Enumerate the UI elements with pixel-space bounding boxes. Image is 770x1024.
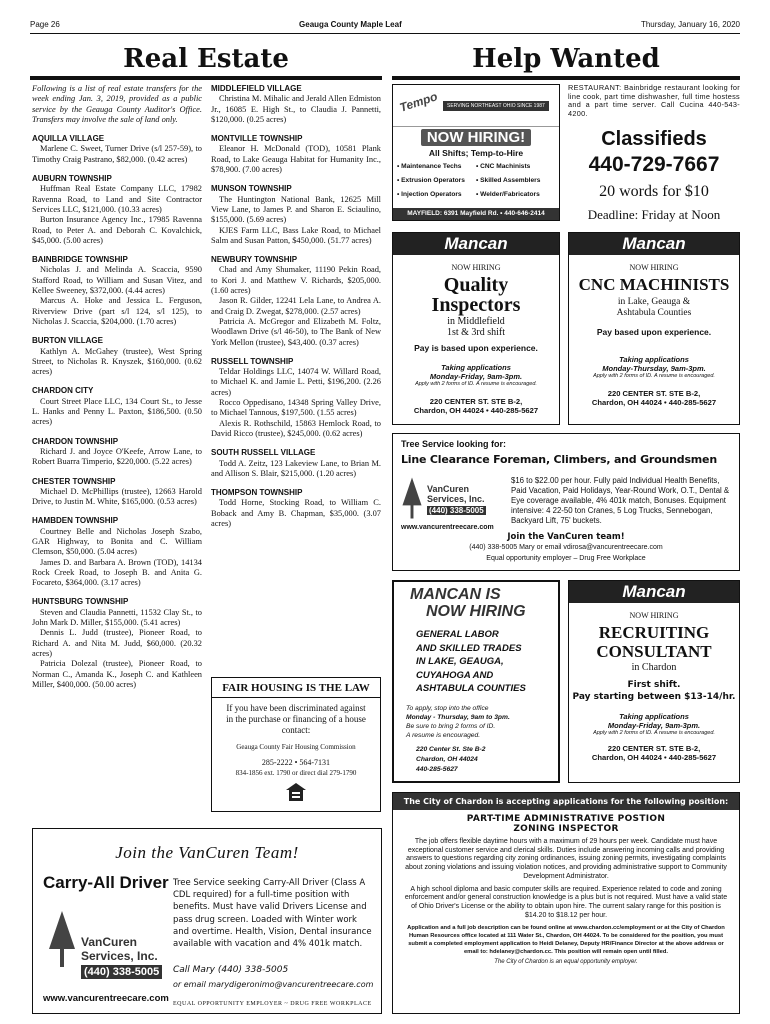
mancan-general-ad bbox=[392, 580, 560, 783]
mancan-general-line: GENERAL LABOR bbox=[416, 629, 499, 640]
mancan-location: in Chardon bbox=[631, 662, 677, 673]
township-heading-aquilla-village: AQUILLA VILLAGE bbox=[32, 134, 105, 144]
transfer-entry: Kathlyn A. McGahey (trustee), West Spring Street, to Nicholas R. Knyszek, $160,000. (0.62 acres) bbox=[32, 346, 202, 377]
tempo-job-item: • Extrusion Operators bbox=[397, 177, 465, 184]
mancan-days: Monday-Friday, 9am-3pm. bbox=[607, 721, 701, 730]
carry-all-body: Tree Service seeking Carry-All Driver (Class A CDL required) for a full-time position with benefits. Must have valid Drivers License and pass drug screen. Loaded with Winter work and overtime. Health, Vision, Dental insurance available with vacation and 4% 401k match. bbox=[173, 878, 372, 950]
transfer-entry: The Huntington National Bank, 12625 Mill View Lane, to James P. and Sharon E. Sciaulino, $155,000. (5.69 acres) bbox=[211, 194, 381, 225]
tempo-ad bbox=[392, 84, 560, 221]
township-heading-montville-township: MONTVILLE TOWNSHIP bbox=[211, 134, 303, 144]
transfer-entry: Marcus A. Hoke and Jessica L. Ferguson, Riverview Drive (part s/l 124, s/l 125), to Nicholas J. Scaccia, $204,000. (1.70 acres) bbox=[32, 296, 202, 326]
fair-housing-box bbox=[211, 677, 381, 812]
mancan-location: in Middlefield bbox=[447, 316, 505, 327]
mancan-general-line: ASHTABULA COUNTIES bbox=[416, 683, 526, 694]
vancuren-brand-2: Services, Inc. bbox=[81, 949, 158, 963]
mancan-taking: Taking applications bbox=[619, 712, 689, 721]
helpwanted-title: Help Wanted bbox=[472, 44, 660, 74]
mancan-logo: Mancan bbox=[569, 581, 739, 603]
issue-date: Thursday, January 16, 2020 bbox=[640, 20, 740, 29]
realestate-title: Real Estate bbox=[123, 44, 289, 74]
transfer-entry: Nicholas J. and Melinda A. Scaccia, 9590 Stafford Road, to William and Susan Vitez, and Kellee Sweeney, $372,000. (4.44 acres) bbox=[32, 265, 202, 296]
vancuren-url[interactable]: www.vancurentreecare.com bbox=[43, 993, 169, 1004]
transfer-entry: Rocco Oppedisano, 14348 Spring Valley Drive, to Michael Tannous, $197,500. (1.55 acres) bbox=[211, 398, 381, 418]
transfer-entry: Dennis L. Judd (trustee), Pioneer Road, to Richard A. and Nita M. Judd, $60,000. (20.32 acres) bbox=[32, 628, 202, 658]
transfer-entry: Court Street Place LLC, 134 Court St., to Jesse L. Hanks and Penny L. Paxton, $186,500. (0.50 acres) bbox=[32, 396, 202, 427]
transfer-entry: Patricia A. McGregor and Elizabeth M. Foltz, Woodlawn Drive (s/l 46-50), to The Bank of New York Mellon (trustee), $43,400. (0.37 acres) bbox=[211, 316, 381, 347]
tempo-footer: MAYFIELD: 6391 Mayfield Rd. • 440-646-2414 bbox=[393, 208, 559, 220]
chardon-subtitle: ZONING INSPECTOR bbox=[513, 824, 619, 834]
transfer-entry: KJES Farm LLC, Bass Lake Road, to Michael Salm and Susan Patton, $450,000. (51.77 acres) bbox=[211, 225, 381, 245]
vancuren-logo-phone: (440) 338-5005 bbox=[81, 965, 162, 979]
mancan-now-hiring: NOW HIRING bbox=[451, 263, 501, 272]
township-heading-huntsburg-township: HUNTSBURG TOWNSHIP bbox=[32, 597, 129, 607]
mancan-shift: 1st & 3rd shift bbox=[446, 327, 506, 338]
mancan-quality-ad bbox=[392, 232, 560, 425]
mancan-city-phone: Chardon, OH 44024 • 440-285-5627 bbox=[413, 406, 539, 415]
mancan-city-phone: Chardon, OH 44024 • 440-285-5627 bbox=[591, 753, 717, 762]
classifieds-title: Classifieds bbox=[601, 128, 707, 150]
township-heading-chardon-city: CHARDON CITY bbox=[32, 386, 94, 396]
mancan-id-note: Apply with 2 forms of ID. A resume is encouraged. bbox=[593, 373, 715, 379]
carry-all-call: Call Mary (440) 338-5005 bbox=[173, 965, 289, 975]
tempo-job-item: • CNC Machinists bbox=[476, 163, 531, 170]
township-heading-burton-village: BURTON VILLAGE bbox=[32, 336, 103, 346]
transfer-entry: Todd A. Zeitz, 123 Lakeview Lane, to Brian M. and Allison S. Blair, $215,000. (1.20 acres) bbox=[211, 458, 381, 478]
mancan-pay: Pay based upon experience. bbox=[596, 327, 712, 337]
mancan-general-title bbox=[410, 586, 526, 620]
helpwanted-rule bbox=[392, 76, 740, 80]
carry-all-email[interactable]: or email marydigeronimo@vancurentreecare.com bbox=[173, 980, 374, 989]
realestate-column-1 bbox=[32, 84, 202, 690]
transfer-entry: Alexis R. Rothschild, 15863 Hemlock Road, to David Ricco (trustee), $245,000. (0.62 acres) bbox=[211, 418, 381, 438]
tempo-job-item: • Welder/Fabricators bbox=[476, 191, 540, 198]
chardon-banner: The City of Chardon is accepting applications for the following position: bbox=[393, 793, 739, 810]
tempo-shifts: All Shifts; Temp-to-Hire bbox=[428, 148, 524, 158]
tree-service-contact[interactable]: (440) 338-5005 Mary or email vdirosa@vancurentreecare.com bbox=[469, 544, 663, 551]
mancan-recruiting-ad bbox=[568, 580, 740, 783]
transfer-entry: Courtney Belle and Nicholas Joseph Szabo, GAR Highway, to Bonita and C. William Clemson, $50,000. (5.04 acres) bbox=[32, 526, 202, 557]
classifieds-deadline: Deadline: Friday at Noon bbox=[587, 207, 721, 222]
mancan-general-lines bbox=[416, 628, 526, 696]
mancan-id-note: Apply with 2 forms of ID. A resume is encouraged. bbox=[415, 381, 537, 387]
township-heading-chester-township: CHESTER TOWNSHIP bbox=[32, 476, 116, 486]
mancan-location: in Lake, Geauga & Ashtabula Counties bbox=[616, 297, 692, 318]
transfer-entry: Patricia Dolezal (trustee), Pioneer Road, to Norman C., Amanda K., Joseph C. and Kathleen Miller, $400,000. (50.00 acres) bbox=[32, 659, 202, 689]
township-heading-auburn-township: AUBURN TOWNSHIP bbox=[32, 174, 112, 184]
transfer-entry: Huffman Real Estate Company LLC, 17982 Ravenna Road, to Land and Site Contractor Services LLC, $121,000. (10.33 acres) bbox=[32, 184, 202, 214]
mancan-general-apply-1: To apply, stop into the office bbox=[406, 705, 489, 712]
township-heading-bainbridge-township: BAINBRIDGE TOWNSHIP bbox=[32, 255, 128, 265]
transfer-entry: James D. and Barbara A. Brown (TOD), 14134 Rock Creek Road, to Joseph B. and Anita G. Focareto, $364,000. (3.17 acres) bbox=[32, 557, 202, 588]
classifieds-price: 20 words for $10 bbox=[599, 183, 709, 200]
transfer-entry: Steven and Claudia Pannetti, 11532 Clay St., to John Mark D. Miller, $155,000. (5.41 acres) bbox=[32, 607, 202, 628]
chardon-p1: The job offers flexible daytime hours with a maximum of 29 hours per week. Candidate must have exceptional customer service and clerical skills. Duties include answering incoming calls and providing answers to questions regarding city zoning ordinances, issuing zoning permits, investigating complaints about zoning violations and issuing violation notices, and providing administrative support to Community Development Administrator. bbox=[405, 838, 727, 880]
mancan-general-title-2: NOW HIRING bbox=[426, 603, 526, 620]
tree-service-title: Line Clearance Foreman, Climbers, and Groundsmen bbox=[401, 453, 717, 466]
tempo-job-item: • Injection Operators bbox=[397, 191, 462, 198]
township-heading-hambden-township: HAMBDEN TOWNSHIP bbox=[32, 516, 119, 526]
transfer-entry: Richard J. and Joyce O'Keefe, Arrow Lane, to Robert Buarra Timperio, $220,000. (5.22 acres) bbox=[32, 446, 202, 467]
mancan-now-hiring: NOW HIRING bbox=[629, 611, 679, 620]
carry-all-role: Carry-All Driver bbox=[43, 873, 169, 892]
mancan-taking: Taking applications bbox=[441, 363, 511, 372]
tree-service-join: Join the VanCuren team! bbox=[507, 532, 625, 542]
mancan-general-title-1: MANCAN IS bbox=[410, 586, 501, 603]
mancan-general-phone: 440-285-5627 bbox=[416, 766, 458, 773]
mancan-address: 220 CENTER ST. STE B-2, bbox=[429, 397, 523, 406]
township-heading-newbury-township: NEWBURY TOWNSHIP bbox=[211, 255, 298, 265]
mancan-job-title: CNC MACHINISTS bbox=[578, 275, 730, 294]
township-heading-munson-township: MUNSON TOWNSHIP bbox=[211, 184, 292, 194]
mancan-id-note: Apply with 2 forms of ID. A resume is encouraged. bbox=[593, 730, 715, 736]
page-header bbox=[30, 16, 740, 34]
transfer-entry: Burton Insurance Agency Inc., 17985 Ravenna Road, to Peter A. and Deborah C. Kovalchick, $45,000. (5.00 acres) bbox=[32, 215, 202, 245]
tree-icon bbox=[401, 476, 423, 520]
vancuren-url[interactable]: www.vancurentreecare.com bbox=[401, 524, 494, 531]
mancan-now-hiring: NOW HIRING bbox=[629, 263, 679, 272]
mancan-city-phone: Chardon, OH 44024 • 440-285-5627 bbox=[591, 398, 717, 407]
classifieds-box bbox=[568, 128, 740, 223]
vancuren-brand-2: Services, Inc. bbox=[427, 494, 485, 504]
mancan-job-title: RECRUITING CONSULTANT bbox=[596, 623, 712, 661]
chardon-p2: A high school diploma and basic computer skills are required. Experience related to code and zoning enforcement and/or general construction knowledge is a plus but is not required. Must have a valid state of Ohio Driver's License or the ability to obtain upon hire. The current salary range for this position is $14.20 to $18.12 per hour. bbox=[404, 885, 728, 919]
township-heading-russell-township: RUSSELL TOWNSHIP bbox=[211, 356, 294, 366]
mancan-logo: Mancan bbox=[569, 233, 739, 255]
mancan-address: 220 CENTER ST. STE B-2, bbox=[607, 389, 701, 398]
realestate-column-2 bbox=[211, 84, 381, 529]
tempo-job-item: • Skilled Assemblers bbox=[476, 177, 541, 184]
tree-service-eeo: Equal opportunity employer – Drug Free Workplace bbox=[486, 555, 646, 562]
tempo-job-list bbox=[393, 160, 559, 202]
transfer-entry: Jason R. Gilder, 12241 Lela Lane, to Andrea A. and Craig D. Zwegat, $278,000. (2.57 acres) bbox=[211, 296, 381, 316]
fair-housing-org: Geauga County Fair Housing Commission bbox=[236, 743, 356, 751]
mancan-general-days: Monday - Thursday, 9am to 3pm. bbox=[406, 714, 510, 721]
mancan-pay: Pay starting between $13-14/hr. bbox=[572, 692, 736, 702]
transfer-entry: Chad and Amy Shumaker, 11190 Pekin Road, to Kori J. and Matthew V. Richards, $205,000. (1.60 acres) bbox=[211, 265, 381, 296]
township-heading-middlefield-village: MIDDLEFIELD VILLAGE bbox=[211, 84, 302, 93]
carry-all-heading: Join the VanCuren Team! bbox=[115, 843, 299, 862]
chardon-eeo: The City of Chardon is an equal opportunity employer. bbox=[494, 959, 638, 966]
transfer-entry: Todd Horne, Stocking Road, to William C. Boback and Amy B. Chapman, $35,000. (3.07 acres) bbox=[211, 498, 381, 528]
mancan-general-apply bbox=[406, 704, 510, 740]
township-heading-south-russell-village: SOUTH RUSSELL VILLAGE bbox=[211, 448, 316, 458]
equal-housing-icon bbox=[285, 782, 307, 802]
page-number: Page 26 bbox=[30, 20, 60, 29]
fair-housing-phone: 285-2222 • 564-7131 bbox=[261, 758, 331, 767]
mancan-taking: Taking applications bbox=[619, 355, 689, 364]
mancan-job-title: Quality Inspectors bbox=[431, 274, 521, 316]
mancan-general-line: IN LAKE, GEAUGA, bbox=[416, 656, 504, 667]
transfer-entry: Teldar Holdings LLC, 14074 W. Willard Road, to Michael K. and Jamie L. Petti, $196,200. (2.26 acres) bbox=[211, 367, 381, 397]
mancan-shift: First shift. bbox=[627, 680, 681, 690]
mancan-days: Monday-Friday, 9am-3pm. bbox=[429, 372, 523, 381]
township-heading-chardon-township: CHARDON TOWNSHIP bbox=[32, 436, 119, 446]
vancuren-carry-all-ad bbox=[32, 828, 382, 1014]
transfer-entry: Eleanor H. McDonald (TOD), 10581 Plank Road, to Lake Geauga Habitat for Humanity Inc., $78,900. (7.00 acres) bbox=[211, 144, 381, 175]
mancan-days: Monday-Thursday, 9am-3pm. bbox=[602, 364, 706, 373]
tree-service-body: $16 to $22.00 per hour. Fully paid Individual Health Benefits, Paid Vacation, Paid Holidays, Year-Round Work, O.T., Dental & Eye coverage available, 4% 401k match, Bonuses. Equipment intensive: 4 22-50 ton Cranes, 5 Log Trucks, Sennebogan, Backyard Lift, 75' buckets. bbox=[511, 476, 730, 525]
vancuren-logo bbox=[47, 909, 171, 989]
fair-housing-phone-2: 834-1856 ext. 1790 or direct dial 279-1790 bbox=[235, 769, 357, 777]
fair-housing-body: If you have been discriminated against in the purchase or financing of a house contact: bbox=[226, 703, 366, 735]
mancan-address: 220 CENTER ST. STE B-2, bbox=[607, 744, 701, 753]
realestate-intro: Following is a list of real estate transfers for the week ending Jan. 3, 2019, provided as a public service by the Geauga County Auditor's Office. Transfers may involve the sale of land only. bbox=[32, 84, 202, 124]
classifieds-phone: 440-729-7667 bbox=[588, 153, 720, 176]
mancan-general-id: Be sure to bring 2 forms of ID. bbox=[406, 723, 496, 730]
tree-service-ad bbox=[392, 433, 740, 571]
tree-icon bbox=[47, 909, 77, 969]
tree-service-head: Tree Service looking for: bbox=[401, 439, 507, 449]
mancan-general-line: AND SKILLED TRADES bbox=[416, 642, 522, 654]
vancuren-brand: VanCuren bbox=[81, 935, 138, 949]
transfer-entry: Marlene C. Sweet, Turner Drive (s/l 257-59), to Timothy Craig Pastrano, $82,000. (0.42 acres) bbox=[32, 144, 202, 164]
chardon-p3: Application and a full job description can be found online at www.chardon.cc/employment or at the City of Chardon Human Resources office located at 111 Water St., Chardon, OH 44024. To be considered for the position, you must submit a completed employment application to Heidi Delaney, Deputy HR/Finance Director at the above address or email to: hdelaney@chardon.cc. This position will remain open until filled. bbox=[407, 925, 725, 956]
tempo-job-item: • Maintenance Techs bbox=[397, 163, 462, 170]
chardon-title: PART-TIME ADMINISTRATIVE POSTION bbox=[466, 814, 666, 824]
chardon-ad bbox=[392, 792, 740, 1014]
realestate-rule bbox=[30, 76, 382, 80]
tempo-now-hiring: NOW HIRING! bbox=[421, 129, 531, 146]
tempo-tagline: SERVING NORTHEAST OHIO SINCE 1987 bbox=[443, 101, 549, 111]
mancan-general-line: CUYAHOGA AND bbox=[416, 669, 494, 681]
mancan-general-city: Chardon, OH 44024 bbox=[416, 756, 478, 763]
restaurant-ad: RESTAURANT: Bainbridge restaurant looking for line cook, part time dishwasher, full time hostess and a part time server. Call Cucina 440-543-4200. bbox=[568, 83, 740, 118]
mancan-general-resume: A resume is encouraged. bbox=[406, 732, 481, 739]
mancan-cnc-ad bbox=[568, 232, 740, 425]
transfer-entry: Christina M. Mihalic and Jerald Allen Edmiston Jr., 16085 E. High St., to Claudia J. Pannetti, $120,000. (0.25 acres) bbox=[211, 94, 381, 124]
carry-all-eeo: EQUAL OPPORTUNITY EMPLOYER ~ DRUG FREE WORKPLACE bbox=[173, 1001, 372, 1007]
mancan-general-addr: 220 Center St. Ste B-2 bbox=[416, 746, 486, 753]
mancan-logo: Mancan bbox=[393, 233, 559, 255]
mancan-pay: Pay is based upon experience. bbox=[414, 343, 538, 353]
paper-name: Geauga County Maple Leaf bbox=[299, 20, 402, 29]
mancan-general-address bbox=[416, 745, 486, 775]
township-heading-thompson-township: THOMPSON TOWNSHIP bbox=[211, 488, 303, 498]
transfer-entry: Michael D. McPhillips (trustee), 12663 Harold Drive, to Justin M. White, $165,000. (0.53 acres) bbox=[32, 486, 202, 507]
vancuren-brand: VanCuren bbox=[427, 484, 470, 494]
tempo-logo: Tempo bbox=[397, 89, 440, 115]
vancuren-logo-phone: (440) 338-5005 bbox=[429, 506, 484, 515]
fair-housing-title: FAIR HOUSING IS THE LAW bbox=[212, 682, 380, 698]
